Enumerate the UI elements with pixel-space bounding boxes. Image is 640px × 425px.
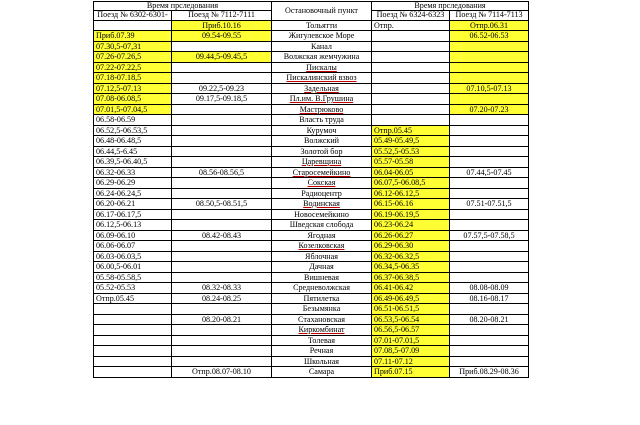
train-1-time: 06.00,5-06.01 [94,262,172,273]
train-4-time [450,304,529,315]
train-1-time: 07.22-07.22,5 [94,62,172,73]
train-3-time [372,62,450,73]
train-2-time [172,325,272,336]
table-row [94,314,529,325]
train-1-time: 07.12,5-07.13 [94,83,172,94]
stop-name: Пискалинский взвоз [272,73,372,84]
train-2-time [172,136,272,147]
train-3-time: 06.37-06.38,5 [372,272,450,283]
stop-name: Дачная [272,262,372,273]
train-1-time: 06.58-06.59 [94,115,172,126]
train-4-time [450,73,529,84]
train-1-time: 06.24-06.24,5 [94,188,172,199]
train-3-time: 06.29-06.30 [372,241,450,252]
table-row [94,52,529,63]
train-2-time: 08.50,5-08.51,5 [172,199,272,210]
train-2-time: 09.44,5-09.45,5 [172,52,272,63]
train-4-header: Поезд № 7114-7113 [450,11,529,21]
left-group-header: Время прследования [94,2,272,11]
stop-name: Радиоцентр [272,188,372,199]
table-row [94,209,529,220]
train-3-time: 06.49-06.49,5 [372,293,450,304]
table-row [94,262,529,273]
train-4-time: 08.08-08.09 [450,283,529,294]
train-1-time [94,304,172,315]
train-3-time: 06.34,5-06.35 [372,262,450,273]
train-2-time [172,335,272,346]
train-1-time: 06.12,5-06.13 [94,220,172,231]
train-2-time [172,157,272,168]
train-4-time [450,335,529,346]
train-1-time: 06.32-06.33 [94,167,172,178]
train-1-time: 06.29-06.29 [94,178,172,189]
train-3-time: 06.56,5-06.57 [372,325,450,336]
train-4-time [450,178,529,189]
train-3-time: 06.26-06.27 [372,230,450,241]
stop-name: Козелковская [272,241,372,252]
table-row [94,73,529,84]
train-1-time: 06.06-06.07 [94,241,172,252]
train-4-time [450,125,529,136]
table-row [94,325,529,336]
table-row [94,157,529,168]
train-4-time [450,325,529,336]
table-row [94,31,529,42]
train-1-time [94,325,172,336]
train-4-time: 07.10,5-07.13 [450,83,529,94]
train-1-time: 07.08-06.08,5 [94,94,172,105]
train-2-time: 08.32-08.33 [172,283,272,294]
stop-name: Стахановская [272,314,372,325]
train-2-time [172,209,272,220]
train-2-time [172,251,272,262]
stop-name: Сокская [272,178,372,189]
train-2-time: 08.56-08.56,5 [172,167,272,178]
train-3-time: 06.23-06.24 [372,220,450,231]
right-group-header: Время прследования [372,2,529,11]
table-row [94,293,529,304]
stop-name: Яблочная [272,251,372,262]
train-1-time [94,314,172,325]
table-row [94,356,529,367]
train-2-time: 08.24-08.25 [172,293,272,304]
train-3-time: 06.19-06.19,5 [372,209,450,220]
train-2-time [172,41,272,52]
train-1-header: Поезд № 6302-6301- [94,11,172,21]
train-2-time [172,220,272,231]
train-3-time [372,31,450,42]
train-2-time: 09.54-09.55 [172,31,272,42]
train-3-time: 05.52,5-05.53 [372,146,450,157]
train-4-time [450,262,529,273]
train-2-time [172,346,272,357]
table-row [94,199,529,210]
train-3-time [372,83,450,94]
train-3-time: 06.12-06.12,5 [372,188,450,199]
stop-name: Власть труда [272,115,372,126]
train-4-time [450,346,529,357]
train-2-time: 08.42-08.43 [172,230,272,241]
train-2-time [172,241,272,252]
train-3-time [372,94,450,105]
train-4-time [450,41,529,52]
train-2-time [172,125,272,136]
table-row [94,220,529,231]
stop-name: Жигулевское Море [272,31,372,42]
stop-name: Самара [272,367,372,378]
train-4-time [450,146,529,157]
train-4-time [450,241,529,252]
stop-name: Пл.им. В.Грушина [272,94,372,105]
train-3-time: 06.32-06.32,5 [372,251,450,262]
stop-name: Царевщина [272,157,372,168]
train-3-time: 07.01-07.01,5 [372,335,450,346]
train-4-time [450,356,529,367]
train-1-time: 06.09-06.10 [94,230,172,241]
table-row [94,188,529,199]
train-1-time: 06.17-06.17,5 [94,209,172,220]
stop-name: Задельная [272,83,372,94]
table-row [94,241,529,252]
table-row [94,283,529,294]
table-row [94,178,529,189]
train-4-time [450,115,529,126]
train-4-time: Отпр.06.31 [450,20,529,31]
train-3-time: 06.53,5-06.54 [372,314,450,325]
table-row [94,94,529,105]
stop-name: Золотой бор [272,146,372,157]
stop-name: Речная [272,346,372,357]
train-1-time: 06.44,5-6.45 [94,146,172,157]
train-2-time [172,73,272,84]
table-row [94,115,529,126]
train-4-time [450,272,529,283]
train-3-time [372,115,450,126]
train-1-time: 05.52-05.53 [94,283,172,294]
train-3-time: Отпр. [372,20,450,31]
train-4-time [450,251,529,262]
train-3-time: 06.07,5-06.08,5 [372,178,450,189]
header-row-1 [94,2,529,11]
stop-name: Мастрюково [272,104,372,115]
train-3-time: 07.08,5-07.09 [372,346,450,357]
stop-name: Пискалы [272,62,372,73]
train-3-time: 06.41-06.42 [372,283,450,294]
table-row [94,136,529,147]
train-4-time: 07.44,5-07.45 [450,167,529,178]
train-4-time: 06.52-06.53 [450,31,529,42]
train-2-time [172,272,272,283]
train-3-time: 06.51-06.51,5 [372,304,450,315]
table-row [94,304,529,315]
train-2-time [172,104,272,115]
table-row [94,167,529,178]
train-2-time [172,356,272,367]
stop-name: Толевая [272,335,372,346]
table-row [94,104,529,115]
train-3-time: 06.15-06.16 [372,199,450,210]
train-4-time: 08.16-08.17 [450,293,529,304]
stop-name: Киркомбинат [272,325,372,336]
stop-name: Новосемейкино [272,209,372,220]
stop-column-header: Остановочный пункт [272,2,372,21]
train-1-time: 07.18-07.18,5 [94,73,172,84]
table-row [94,20,529,31]
train-3-time [372,41,450,52]
train-4-time [450,52,529,63]
stop-name: Водинская [272,199,372,210]
train-1-time: 07.01,5-07.04,5 [94,104,172,115]
table-row [94,125,529,136]
train-4-time: 07.20-07.23 [450,104,529,115]
train-1-time [94,20,172,31]
train-2-time: 09.22,5-09.23 [172,83,272,94]
train-1-time: 07.30,5-07,31 [94,41,172,52]
stop-name: Волжская жемчужина [272,52,372,63]
train-2-time [172,178,272,189]
train-1-time: Отпр.05.45 [94,293,172,304]
train-1-time: 06.52,5-06.53,5 [94,125,172,136]
train-4-time [450,220,529,231]
train-1-time: 05.58-05.58,5 [94,272,172,283]
stop-name: Безымянка [272,304,372,315]
train-4-time: Приб.08.29-08.36 [450,367,529,378]
table-row [94,335,529,346]
train-4-time [450,209,529,220]
train-1-time: 07.26-07.26,5 [94,52,172,63]
stop-name: Старосемейкино [272,167,372,178]
train-1-time: Приб.07.39 [94,31,172,42]
train-2-time [172,62,272,73]
train-1-time [94,356,172,367]
train-4-time [450,94,529,105]
stop-name: Тольятти [272,20,372,31]
stop-name: Вишневая [272,272,372,283]
stop-name: Курумоч [272,125,372,136]
train-2-time [172,115,272,126]
table-row [94,41,529,52]
train-2-time: Отпр.08.07-08.10 [172,367,272,378]
train-3-time: Приб.07.15 [372,367,450,378]
train-2-time: 08.20-08.21 [172,314,272,325]
stop-name: Волжский [272,136,372,147]
schedule-table [93,1,529,378]
train-1-time: 06.48-06.48,5 [94,136,172,147]
train-3-time: 06.04-06.05 [372,167,450,178]
train-3-time [372,52,450,63]
table-row [94,62,529,73]
stop-name: Средневолжская [272,283,372,294]
train-1-time [94,346,172,357]
train-2-header: Поезд № 7112-7111 [172,11,272,21]
train-1-time: 06.39,5-06.40,5 [94,157,172,168]
table-row [94,83,529,94]
train-4-time: 08.20-08.21 [450,314,529,325]
train-3-time: Отпр.05.45 [372,125,450,136]
train-4-time [450,136,529,147]
train-1-time: 06.03-06.03,5 [94,251,172,262]
train-3-time [372,73,450,84]
train-3-time [372,104,450,115]
stop-name: Школьная [272,356,372,367]
train-1-time [94,335,172,346]
train-3-time: 07.11-07.12 [372,356,450,367]
table-row [94,367,529,378]
train-1-time: 06.20-06.21 [94,199,172,210]
table-row [94,251,529,262]
train-4-time [450,157,529,168]
train-2-time [172,262,272,273]
train-2-time [172,188,272,199]
train-4-time: 07.57,5-07.58,5 [450,230,529,241]
train-2-time: 09.17,5-09.18,5 [172,94,272,105]
train-3-time: 05.57-05.58 [372,157,450,168]
table-row [94,230,529,241]
train-4-time [450,62,529,73]
train-2-time [172,146,272,157]
table-row [94,272,529,283]
stop-name: Шведская слобода [272,220,372,231]
train-4-time [450,188,529,199]
train-1-time [94,367,172,378]
train-2-time: Приб.10.16 [172,20,272,31]
stop-name: Ягодная [272,230,372,241]
train-4-time: 07.51-07.51,5 [450,199,529,210]
stop-name: Пятилетка [272,293,372,304]
table-row [94,346,529,357]
train-3-header: Поезд № 6324-6323 [372,11,450,21]
train-3-time: 05.49-05.49,5 [372,136,450,147]
stop-name: Канал [272,41,372,52]
train-2-time [172,304,272,315]
table-row [94,146,529,157]
